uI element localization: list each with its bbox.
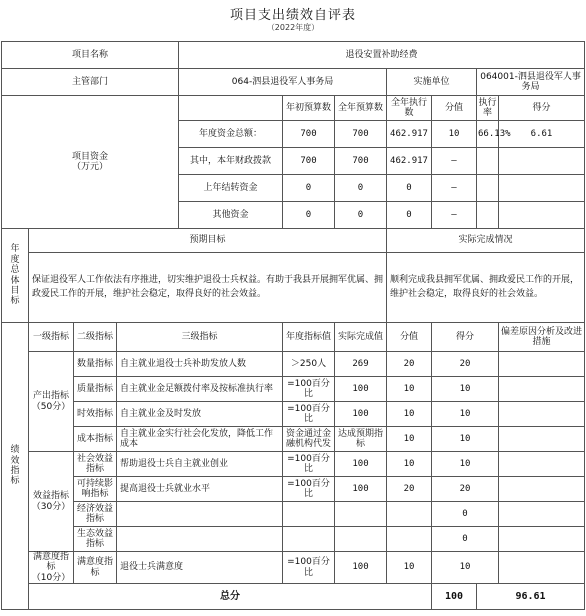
project-name-label: 项目名称 (2, 42, 179, 69)
perf-header: 实际完成值 (335, 323, 387, 352)
perf-score: 10 (387, 377, 432, 402)
group-output: 产出指标 （50分） (29, 352, 74, 452)
perf-l3: 自主就业退役士兵补助发放人数 (117, 352, 283, 377)
funds-cell (499, 202, 585, 229)
perf-l2: 质量指标 (74, 377, 117, 402)
perf-note (499, 527, 585, 552)
perf-score: 20 (387, 352, 432, 377)
perf-target: 资金通过金融机构代发 (283, 427, 335, 452)
perf-score: 10 (387, 402, 432, 427)
dept-label: 主管部门 (2, 69, 179, 96)
perf-header: 得分 (432, 323, 499, 352)
perf-score: 20 (387, 477, 432, 502)
funds-cell: 0 (387, 175, 432, 202)
perf-l3: 自主就业金足额拨付率及按标准执行率 (117, 377, 283, 402)
perf-actual (335, 527, 387, 552)
perf-target: ＞250人 (283, 352, 335, 377)
funds-cell: — (432, 202, 477, 229)
goals-expected-header: 预期目标 (29, 229, 387, 253)
funds-row-label: 其中，本年财政拨款 (179, 148, 283, 175)
funds-cell: 10 (432, 121, 477, 148)
perf-note (499, 552, 585, 584)
perf-score: 10 (387, 427, 432, 452)
perf-l3: 自主就业金实行社会化发放，降低工作成本 (117, 427, 283, 452)
unit-label: 实施单位 (387, 69, 477, 96)
goals-actual-text: 顺利完成我县拥军优属、拥政爱民工作的开展，维护社会稳定，取得良好的社会效益。 (387, 253, 585, 323)
perf-header: 偏差原因分析及改进措施 (499, 323, 585, 352)
perf-target: =100百分比 (283, 402, 335, 427)
funds-cell: 66.13% (477, 121, 499, 148)
funds-cell: 0 (283, 202, 335, 229)
perf-actual: 269 (335, 352, 387, 377)
perf-got: 20 (432, 477, 499, 502)
perf-header: 分值 (387, 323, 432, 352)
funds-cell: 462.917 (387, 148, 432, 175)
perf-note (499, 402, 585, 427)
perf-header: 一级指标 (29, 323, 74, 352)
perf-target: =100百分比 (283, 552, 335, 584)
perf-header: 三级指标 (117, 323, 283, 352)
perf-header: 二级指标 (74, 323, 117, 352)
perf-header: 年度指标值 (283, 323, 335, 352)
perf-actual: 100 (335, 477, 387, 502)
perf-l3: 自主就业金及时发放 (117, 402, 283, 427)
funds-cell: 462.917 (387, 121, 432, 148)
perf-l2: 数量指标 (74, 352, 117, 377)
goals-expected-text: 保证退役军人工作依法有序推进，切实维护退役士兵权益。有助于我县开展拥军优属、拥政爱民工作的开展，维护社会稳定，取得良好的社会效益。 (29, 253, 387, 323)
perf-note (499, 352, 585, 377)
dept-value: 064-泗县退役军人事务局 (179, 69, 387, 96)
perf-target: =100百分比 (283, 477, 335, 502)
unit-value: 064001-泗县退役军人事务局 (477, 69, 585, 96)
funds-header-annual: 全年预算数 (335, 96, 387, 121)
funds-row-label: 年度资金总额： (179, 121, 283, 148)
perf-got: 10 (432, 377, 499, 402)
perf-l2: 满意度指标 (74, 552, 117, 584)
perf-l3 (117, 502, 283, 527)
perf-got: 10 (432, 402, 499, 427)
funds-header-rate: 执行率 (477, 96, 499, 121)
page-subtitle: （2022年度） (266, 23, 320, 32)
evaluation-table (1, 41, 585, 610)
funds-row-label: 其他资金 (179, 202, 283, 229)
perf-got: 20 (432, 352, 499, 377)
perf-actual: 100 (335, 402, 387, 427)
perf-score: 10 (387, 552, 432, 584)
page-title: 项目支出绩效自评表 (229, 8, 356, 23)
total-label: 总分 (29, 584, 432, 610)
goals-actual-header: 实际完成情况 (387, 229, 585, 253)
perf-actual: 100 (335, 377, 387, 402)
funds-cell: 700 (283, 121, 335, 148)
total-score: 100 (432, 584, 477, 610)
perf-target (283, 502, 335, 527)
perf-l3: 提高退役士兵就业水平 (117, 477, 283, 502)
funds-cell: 700 (335, 121, 387, 148)
funds-cell: 0 (283, 175, 335, 202)
perf-actual (335, 502, 387, 527)
perf-got: 10 (432, 552, 499, 584)
perf-got: 10 (432, 427, 499, 452)
perf-actual: 100 (335, 452, 387, 477)
perf-l2: 时效指标 (74, 402, 117, 427)
funds-header-points: 得分 (499, 96, 585, 121)
perf-target: =100百分比 (283, 452, 335, 477)
funds-cell: 0 (387, 202, 432, 229)
perf-label: 绩 效 指 标 (2, 323, 29, 610)
funds-cell (499, 175, 585, 202)
perf-target (283, 527, 335, 552)
perf-score (387, 502, 432, 527)
funds-cell: 700 (283, 148, 335, 175)
perf-l2: 生态效益指标 (74, 527, 117, 552)
perf-l2: 成本指标 (74, 427, 117, 452)
perf-l2: 社会效益指标 (74, 452, 117, 477)
funds-cell (477, 175, 499, 202)
funds-cell: 0 (335, 175, 387, 202)
project-name-value: 退役安置补助经费 (179, 42, 585, 69)
perf-l3: 退役士兵满意度 (117, 552, 283, 584)
funds-cell (477, 202, 499, 229)
funds-cell (477, 148, 499, 175)
funds-header-blank (179, 96, 283, 121)
perf-note (499, 452, 585, 477)
group-satisfaction: 满意度指标 （10分） (29, 552, 74, 584)
perf-note (499, 502, 585, 527)
total-got: 96.61 (477, 584, 585, 610)
perf-score: 10 (387, 452, 432, 477)
funds-cell: 700 (335, 148, 387, 175)
perf-got: 0 (432, 502, 499, 527)
perf-actual: 100 (335, 552, 387, 584)
perf-l2: 可持续影响指标 (74, 477, 117, 502)
perf-got: 10 (432, 452, 499, 477)
perf-note (499, 477, 585, 502)
perf-got: 0 (432, 527, 499, 552)
funds-header-initial: 年初预算数 (283, 96, 335, 121)
perf-l3 (117, 527, 283, 552)
perf-l3: 帮助退役士兵自主就业创业 (117, 452, 283, 477)
funds-cell: — (432, 148, 477, 175)
funds-row-label: 上年结转资金 (179, 175, 283, 202)
perf-note (499, 377, 585, 402)
funds-cell: — (432, 175, 477, 202)
perf-score (387, 527, 432, 552)
perf-target: =100百分比 (283, 377, 335, 402)
perf-l2: 经济效益指标 (74, 502, 117, 527)
funds-cell: 0 (335, 202, 387, 229)
funds-label: 项目资金 （万元） (2, 96, 179, 229)
perf-note (499, 427, 585, 452)
goals-label: 年 度 总 体 目 标 (2, 229, 29, 323)
funds-cell: 6.61 (499, 121, 585, 148)
perf-actual: 达成预期指标 (335, 427, 387, 452)
funds-header-score: 分值 (432, 96, 477, 121)
funds-header-executed: 全年执行数 (387, 96, 432, 121)
group-benefit: 效益指标 （30分） (29, 452, 74, 552)
funds-cell (499, 148, 585, 175)
